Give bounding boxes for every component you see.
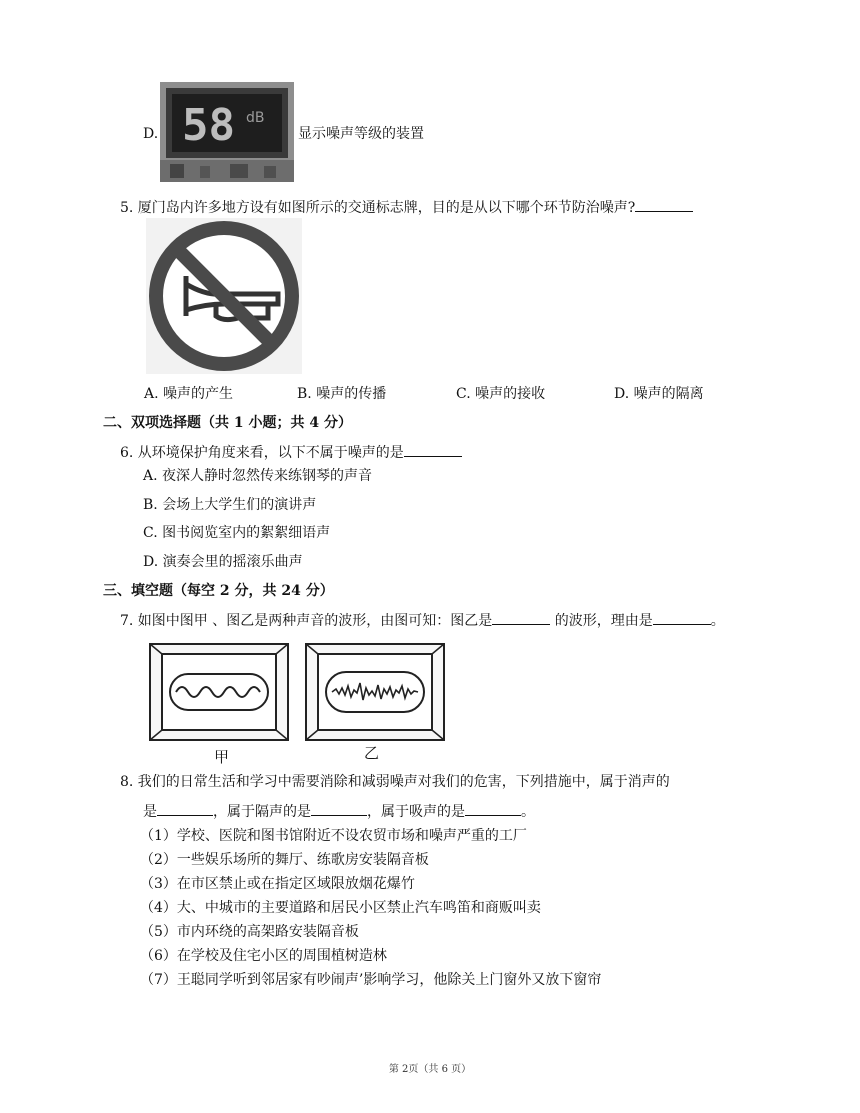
q6-option-d: D. 演奏会里的摇滚乐曲声 (143, 554, 303, 570)
q8-item-3: （3）在市区禁止或在指定区域限放烟花爆竹 (140, 876, 415, 892)
q8-item-2: （2）一些娱乐场所的舞厅、练歌房安装隔音板 (140, 852, 429, 868)
q6-option-c: C. 图书阅览室内的絮絮细语声 (143, 525, 331, 541)
q5-option-a: A. 噪声的产生 (144, 386, 234, 402)
q6-stem: 6. 从环境保护角度来看，以下不属于噪声的是 (120, 442, 462, 463)
q5-option-d: D. 噪声的隔离 (614, 386, 704, 402)
q6-option-b: B. 会场上大学生们的演讲声 (143, 497, 317, 513)
label-yi: 乙 (364, 744, 380, 762)
section-2-heading: 二、双项选择题（共 1 小题；共 4 分） (103, 415, 352, 431)
q5-option-c: C. 噪声的接收 (456, 386, 546, 402)
display-digits: 58 (182, 100, 235, 151)
waveform-figure-jia (148, 642, 290, 742)
q7-stem: 7. 如图中图甲 、图乙是两种声音的波形，由图可知：图乙是 的波形，理由是 。 (120, 610, 725, 631)
q4-option-d-letter: D. (143, 126, 159, 142)
q8-stem-line2: 是 ，属于隔声的是 ，属于吸声的是 。 (143, 801, 535, 822)
section-3-heading: 三、填空题（每空 2 分，共 24 分） (103, 583, 334, 599)
q8-item-6: （6）在学校及住宅小区的周围植树造林 (140, 948, 387, 964)
q4-option-d-text: 显示噪声等级的装置 (298, 126, 424, 142)
q8-item-7: （7）王聪同学听到邻居家有吵闹声’影响学习，他除关上门窗外又放下窗帘 (140, 972, 602, 988)
noise-display-photo (160, 82, 294, 182)
q5-stem: 5. 厦门岛内许多地方设有如图所示的交通标志牌，目的是从以下哪个环节防治噪声? (120, 197, 693, 218)
page-footer: 第 2页（共 6 页） (388, 1064, 472, 1075)
q8-item-1: （1）学校、医院和图书馆附近不设农贸市场和噪声严重的工厂 (140, 828, 527, 844)
q8-item-5: （5）市内环绕的高架路安装隔音板 (140, 924, 359, 940)
q8-item-4: （4）大、中城市的主要道路和居民小区禁止汽车鸣笛和商贩叫卖 (140, 900, 541, 916)
waveform-figure-yi (304, 642, 446, 742)
label-jia: 甲 (214, 748, 230, 766)
display-unit: dB (246, 110, 265, 126)
q6-option-a: A. 夜深人静时忽然传来练钢琴的声音 (143, 468, 373, 484)
q8-stem-line1: 8. 我们的日常生活和学习中需要消除和减弱噪声对我们的危害，下列措施中，属于消声的 (120, 774, 670, 790)
q5-option-b: B. 噪声的传播 (297, 386, 387, 402)
no-horn-sign-icon (146, 218, 302, 374)
